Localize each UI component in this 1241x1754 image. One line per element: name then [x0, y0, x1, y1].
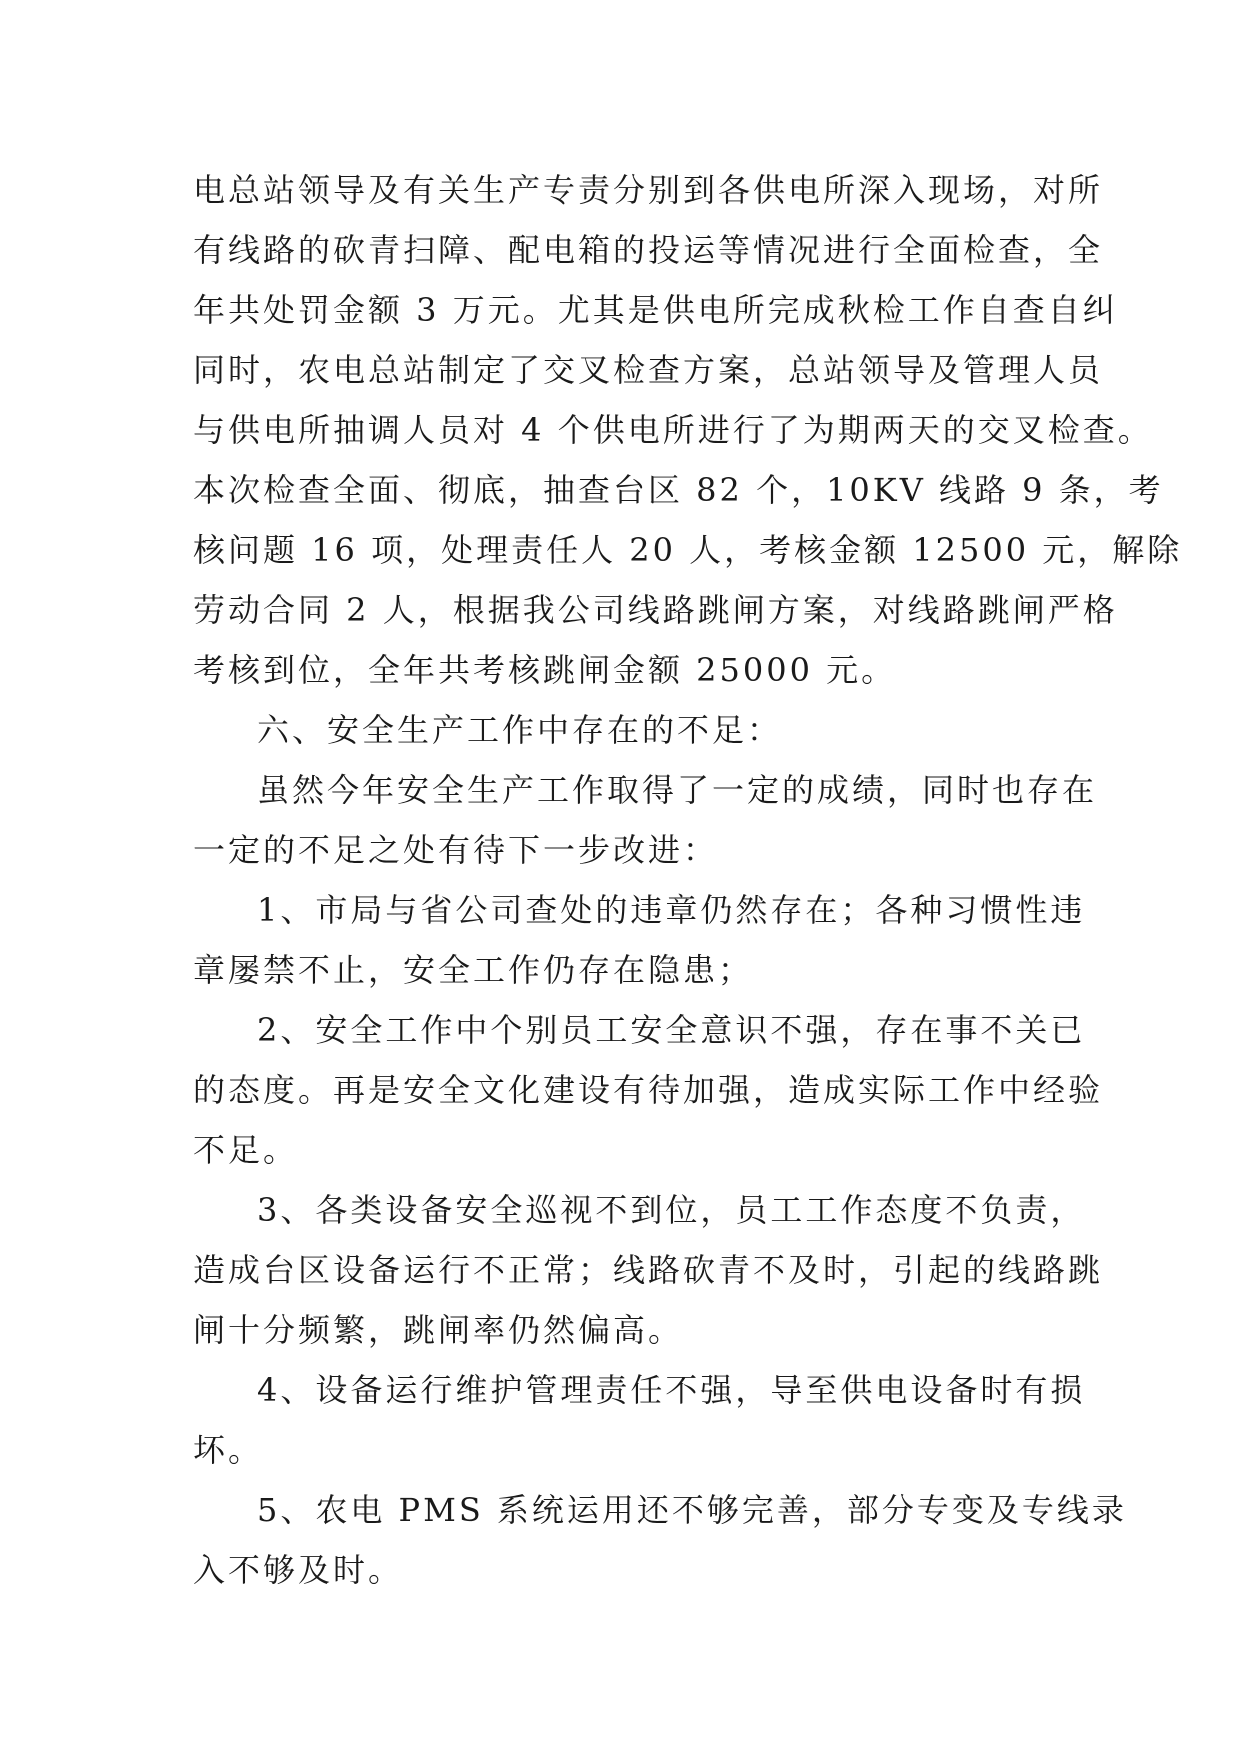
- text-line: 的态度。再是安全文化建设有待加强，造成实际工作中经验: [193, 1071, 1104, 1109]
- text-line: 考核到位，全年共考核跳闸金额 25000 元。: [193, 651, 897, 689]
- text-line: 核问题 16 项，处理责任人 20 人，考核金额 12500 元，解除: [193, 531, 1183, 569]
- text-line: 劳动合同 2 人，根据我公司线路跳闸方案，对线路跳闸严格: [193, 591, 1118, 629]
- text-line: 年共处罚金额 3 万元。尤其是供电所完成秋检工作自查自纠: [193, 291, 1118, 329]
- text-line: 虽然今年安全生产工作取得了一定的成绩，同时也存在: [257, 771, 1098, 809]
- text-line: 坏。: [193, 1431, 264, 1469]
- text-line: 造成台区设备运行不正常；线路砍青不及时，引起的线路跳: [193, 1251, 1104, 1289]
- text-line: 一定的不足之处有待下一步改进：: [193, 831, 719, 869]
- text-line: 与供电所抽调人员对 4 个供电所进行了为期两天的交叉检查。: [193, 411, 1153, 449]
- text-line: 电总站领导及有关生产专责分别到各供电所深入现场，对所: [193, 171, 1104, 209]
- text-line: 闸十分频繁，跳闸率仍然偏高。: [193, 1311, 684, 1349]
- section-heading: 六、安全生产工作中存在的不足：: [257, 711, 783, 749]
- text-line: 同时，农电总站制定了交叉检查方案，总站领导及管理人员: [193, 351, 1104, 389]
- list-item: 3、各类设备安全巡视不到位，员工工作态度不负责，: [257, 1191, 1086, 1229]
- text-line: 有线路的砍青扫障、配电箱的投运等情况进行全面检查，全: [193, 231, 1104, 269]
- text-line: 入不够及时。: [193, 1551, 404, 1589]
- list-item: 4、设备运行维护管理责任不强，导至供电设备时有损: [257, 1371, 1086, 1409]
- list-item: 1、市局与省公司查处的违章仍然存在；各种习惯性违: [257, 891, 1086, 929]
- text-line: 不足。: [193, 1131, 299, 1169]
- list-item: 5、农电 PMS 系统运用还不够完善，部分专变及专线录: [257, 1491, 1127, 1529]
- document-body: [193, 160, 1183, 1600]
- text-line: 本次检查全面、彻底，抽查台区 82 个，10KV 线路 9 条，考: [193, 471, 1164, 509]
- list-item: 2、安全工作中个别员工安全意识不强，存在事不关已: [257, 1011, 1086, 1049]
- text-line: 章屡禁不止，安全工作仍存在隐患；: [193, 951, 754, 989]
